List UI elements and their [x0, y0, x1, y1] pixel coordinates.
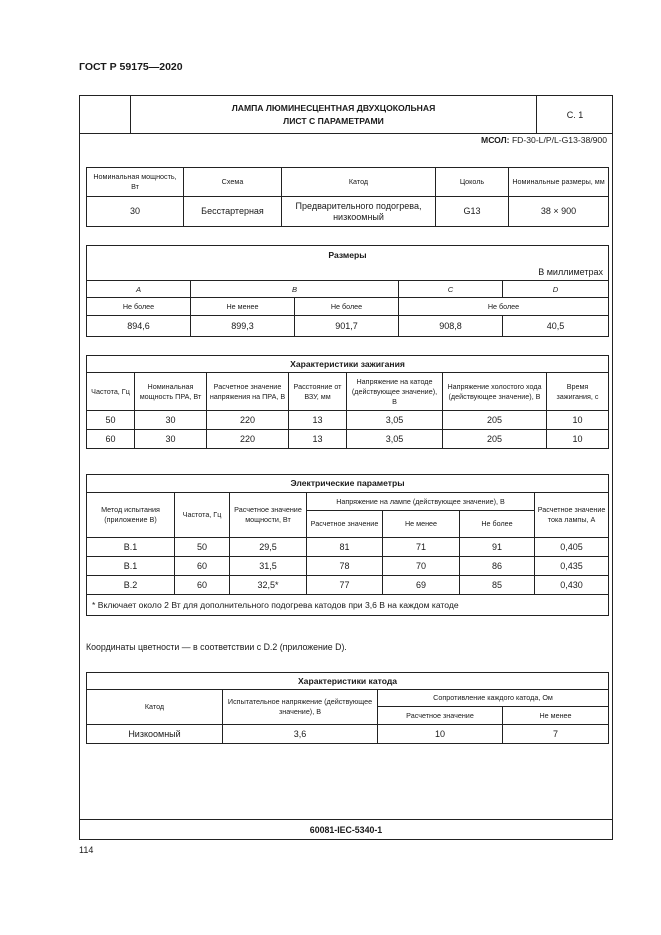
- dimension-limit-a: Не более: [87, 298, 191, 316]
- general-cell-cap: G13: [436, 197, 509, 227]
- cathode-table: [86, 672, 609, 744]
- general-header-dimensions: Номинальные размеры, мм: [509, 168, 609, 197]
- electrical-cell: 60: [175, 576, 230, 595]
- cathode-header-cathode: Катод: [87, 690, 223, 725]
- ignition-cell: 10: [547, 430, 609, 449]
- electrical-table: [86, 474, 609, 616]
- ignition-cell: 205: [443, 411, 547, 430]
- electrical-cell: 86: [460, 557, 535, 576]
- electrical-cell: 29,5: [230, 538, 307, 557]
- electrical-subheader-rated: Расчетное значение: [307, 511, 383, 538]
- electrical-cell: 0,430: [535, 576, 609, 595]
- electrical-cell: 78: [307, 557, 383, 576]
- ignition-header-time: Время зажигания, с: [547, 373, 609, 411]
- cathode-title: Характеристики катода: [87, 673, 609, 690]
- general-header-power: Номинальная мощность, Вт: [87, 168, 184, 197]
- electrical-cell: 85: [460, 576, 535, 595]
- electrical-title: Электрические параметры: [87, 475, 609, 493]
- msol-code: FD-30-L/P/L-G13-38/900: [511, 135, 607, 145]
- cathode-subheader-min: Не менее: [503, 707, 609, 725]
- parameter-sheet-frame: [79, 95, 613, 840]
- electrical-header-lamp-voltage: Напряжение на лампе (действующее значение), В: [307, 493, 535, 511]
- general-cell-power: 30: [87, 197, 184, 227]
- ignition-cell: 13: [289, 411, 347, 430]
- general-header-scheme: Схема: [184, 168, 282, 197]
- ignition-table: [86, 355, 609, 449]
- dimension-value-b-min: 899,3: [191, 316, 295, 337]
- msol-designation: [481, 135, 607, 145]
- ignition-cell: 3,05: [347, 430, 443, 449]
- electrical-cell: 0,405: [535, 538, 609, 557]
- ignition-cell: 10: [547, 411, 609, 430]
- table-row: [87, 725, 609, 744]
- sheet-title: [131, 96, 536, 133]
- dimension-limit-b-max: Не более: [295, 298, 399, 316]
- sheet-header: [80, 96, 612, 134]
- sheet-number: С. 1: [536, 96, 613, 133]
- dimensions-title: Размеры: [87, 246, 609, 266]
- ignition-cell: 3,05: [347, 411, 443, 430]
- ignition-cell: 220: [207, 411, 289, 430]
- electrical-cell: В.1: [87, 557, 175, 576]
- electrical-cell: В.2: [87, 576, 175, 595]
- cathode-subheader-rated: Расчетное значение: [378, 707, 503, 725]
- general-table: [86, 167, 609, 227]
- ignition-cell: 13: [289, 430, 347, 449]
- dimension-value-c: 908,8: [399, 316, 503, 337]
- ignition-header-frequency: Частота, Гц: [87, 373, 135, 411]
- dimensions-table: [86, 245, 609, 337]
- cathode-header-resistance: Сопротивление каждого катода, Ом: [378, 690, 609, 707]
- electrical-subheader-min: Не менее: [383, 511, 460, 538]
- dimension-limit-b-min: Не менее: [191, 298, 295, 316]
- ignition-cell: 30: [135, 430, 207, 449]
- electrical-cell: 31,5: [230, 557, 307, 576]
- chromaticity-note: Координаты цветности — в соответствии с D.2 (приложение D).: [86, 642, 347, 652]
- ignition-title: Характеристики зажигания: [87, 356, 609, 373]
- table-row: [87, 430, 609, 449]
- table-row: [87, 576, 609, 595]
- ignition-header-open-circuit-voltage: Напряжение холостого хода (действующее значение), В: [443, 373, 547, 411]
- electrical-subheader-max: Не более: [460, 511, 535, 538]
- sheet-title-line-1: ЛАМПА ЛЮМИНЕСЦЕНТНАЯ ДВУХЦОКОЛЬНАЯ: [231, 102, 436, 113]
- ignition-header-cathode-voltage: Напряжение на катоде (действующее значение), В: [347, 373, 443, 411]
- dimensions-unit: В миллиметрах: [87, 266, 609, 281]
- header-left-cell: [80, 96, 131, 133]
- table-row: [87, 538, 609, 557]
- dimension-limit-cd: Не более: [399, 298, 609, 316]
- standard-number: ГОСТ Р 59175—2020: [79, 61, 183, 73]
- sheet-title-line-2: ЛИСТ С ПАРАМЕТРАМИ: [283, 115, 384, 126]
- ignition-cell: 50: [87, 411, 135, 430]
- dimension-letter-d: D: [503, 281, 609, 298]
- dimension-value-d: 40,5: [503, 316, 609, 337]
- electrical-cell: В.1: [87, 538, 175, 557]
- table-row: [87, 557, 609, 576]
- general-cell-scheme: Бесстартерная: [184, 197, 282, 227]
- msol-label: МСОЛ:: [481, 135, 510, 145]
- dimension-value-b-max: 901,7: [295, 316, 399, 337]
- cathode-cell-resistance-min: 7: [503, 725, 609, 744]
- ignition-cell: 220: [207, 430, 289, 449]
- electrical-cell: 60: [175, 557, 230, 576]
- electrical-cell: 0,435: [535, 557, 609, 576]
- electrical-cell: 32,5*: [230, 576, 307, 595]
- ignition-cell: 205: [443, 430, 547, 449]
- ignition-cell: 60: [87, 430, 135, 449]
- cathode-header-test-voltage: Испытательное напряжение (действующее значение), В: [223, 690, 378, 725]
- dimension-value-a: 894,6: [87, 316, 191, 337]
- general-header-cap: Цоколь: [436, 168, 509, 197]
- ignition-cell: 30: [135, 411, 207, 430]
- sheet-code: 60081-IEC-5340-1: [80, 819, 612, 840]
- electrical-cell: 69: [383, 576, 460, 595]
- dimension-letter-b: B: [191, 281, 399, 298]
- electrical-footnote: * Включает около 2 Вт для дополнительного подогрева катодов при 3,6 В на каждом катоде: [87, 595, 609, 616]
- electrical-header-method: Метод испытания (приложение В): [87, 493, 175, 538]
- dimension-letter-c: C: [399, 281, 503, 298]
- page-number: 114: [79, 845, 94, 855]
- electrical-header-lamp-current: Расчетное значение тока лампы, А: [535, 493, 609, 538]
- electrical-header-power: Расчетное значение мощности, Вт: [230, 493, 307, 538]
- table-row: [87, 411, 609, 430]
- electrical-cell: 91: [460, 538, 535, 557]
- electrical-cell: 77: [307, 576, 383, 595]
- dimension-letter-a: A: [87, 281, 191, 298]
- ignition-header-ballast-voltage: Расчетное значение напряжения на ПРА, В: [207, 373, 289, 411]
- ignition-header-ballast-power: Номинальная мощность ПРА, Вт: [135, 373, 207, 411]
- electrical-header-frequency: Частота, Гц: [175, 493, 230, 538]
- cathode-cell-type: Низкоомный: [87, 725, 223, 744]
- cathode-cell-test-voltage: 3,6: [223, 725, 378, 744]
- cathode-cell-resistance-rated: 10: [378, 725, 503, 744]
- electrical-cell: 71: [383, 538, 460, 557]
- electrical-cell: 70: [383, 557, 460, 576]
- general-header-cathode: Катод: [282, 168, 436, 197]
- general-cell-dimensions: 38 × 900: [509, 197, 609, 227]
- electrical-cell: 81: [307, 538, 383, 557]
- general-cell-cathode: Предварительного подогрева, низкоомный: [282, 197, 436, 227]
- ignition-header-distance: Расстояние от ВЗУ, мм: [289, 373, 347, 411]
- electrical-cell: 50: [175, 538, 230, 557]
